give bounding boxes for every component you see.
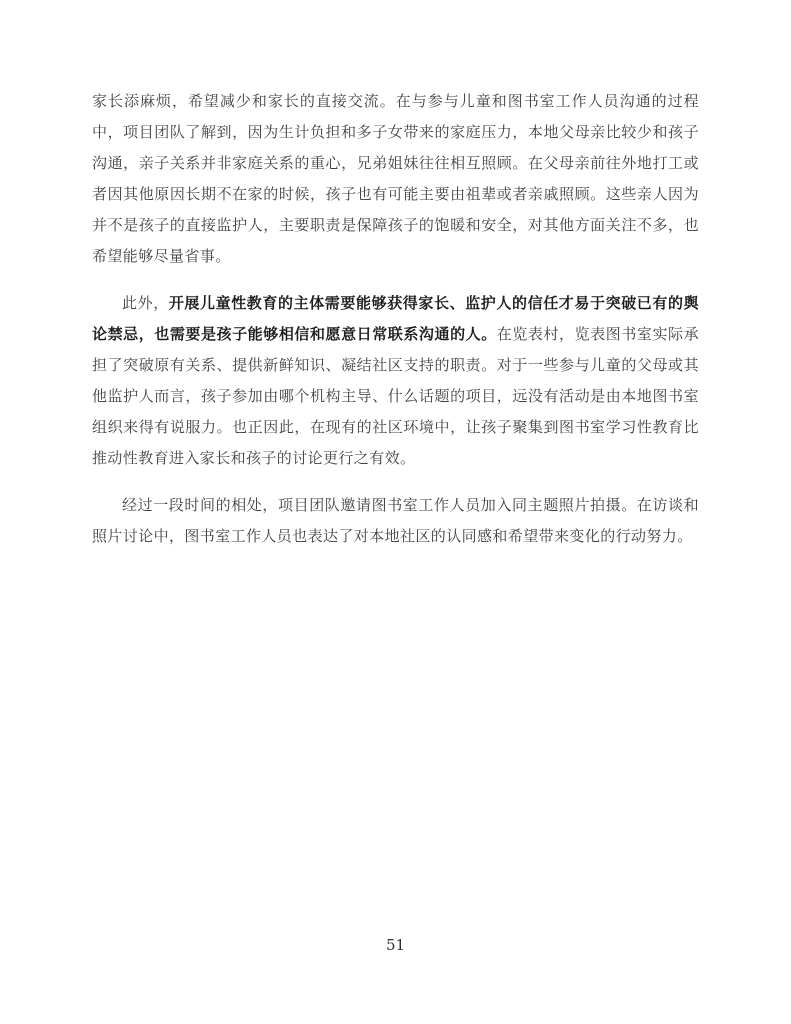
bold-emphasis-segment: 开展儿童性教育的主体需要能够获得家长、监护人的信任才易于突破已有的舆论禁忌，也需要是孩子能够相信和愿意日常联系沟通的人。 bbox=[92, 294, 700, 343]
text-block bbox=[92, 86, 699, 568]
page-footer bbox=[0, 934, 791, 956]
text-segment: 在览表村，览表图书室实际承担了突破原有关系、提供新鲜知识、凝结社区支持的职责。对于一些参与儿童的父母或其他监护人而言，孩子参加由哪个机构主导、什么话题的项目，远没有活动是由本地图书室组织来得有说服力。也正因此，在现有的社区环境中，让孩子聚集到图书室学习性教育比推动性教育进入家长和孩子的讨论更行之有效。 bbox=[92, 325, 700, 467]
text-segment: 家长添麻烦，希望减少和家长的直接交流。在与参与儿童和图书室工作人员沟通的过程中，项目团队了解到，因为生计负担和多子女带来的家庭压力，本地父母亲比较少和孩子沟通，亲子关系并非家庭关系的重心，兄弟姐妹往往相互照顾。在父母亲前往外地打工或者因其他原因长期不在家的时候，孩子也有可能主要由祖辈或者亲戚照顾。这些亲人因为并不是孩子的直接监护人，主要职责是保障孩子的饱暖和安全，对其他方面关注不多，也希望能够尽量省事。 bbox=[92, 92, 699, 265]
body-paragraph bbox=[92, 86, 699, 272]
text-segment: 经过一段时间的相处，项目团队邀请图书室工作人员加入同主题照片拍摄。在访谈和照片讨论中，图书室工作人员也表达了对本地社区的认同感和希望带来变化的行动努力。 bbox=[92, 496, 699, 545]
text-segment: 此外， bbox=[122, 294, 169, 312]
body-paragraph bbox=[92, 288, 699, 474]
page-number: 51 bbox=[385, 936, 406, 954]
body-paragraph bbox=[92, 490, 699, 552]
